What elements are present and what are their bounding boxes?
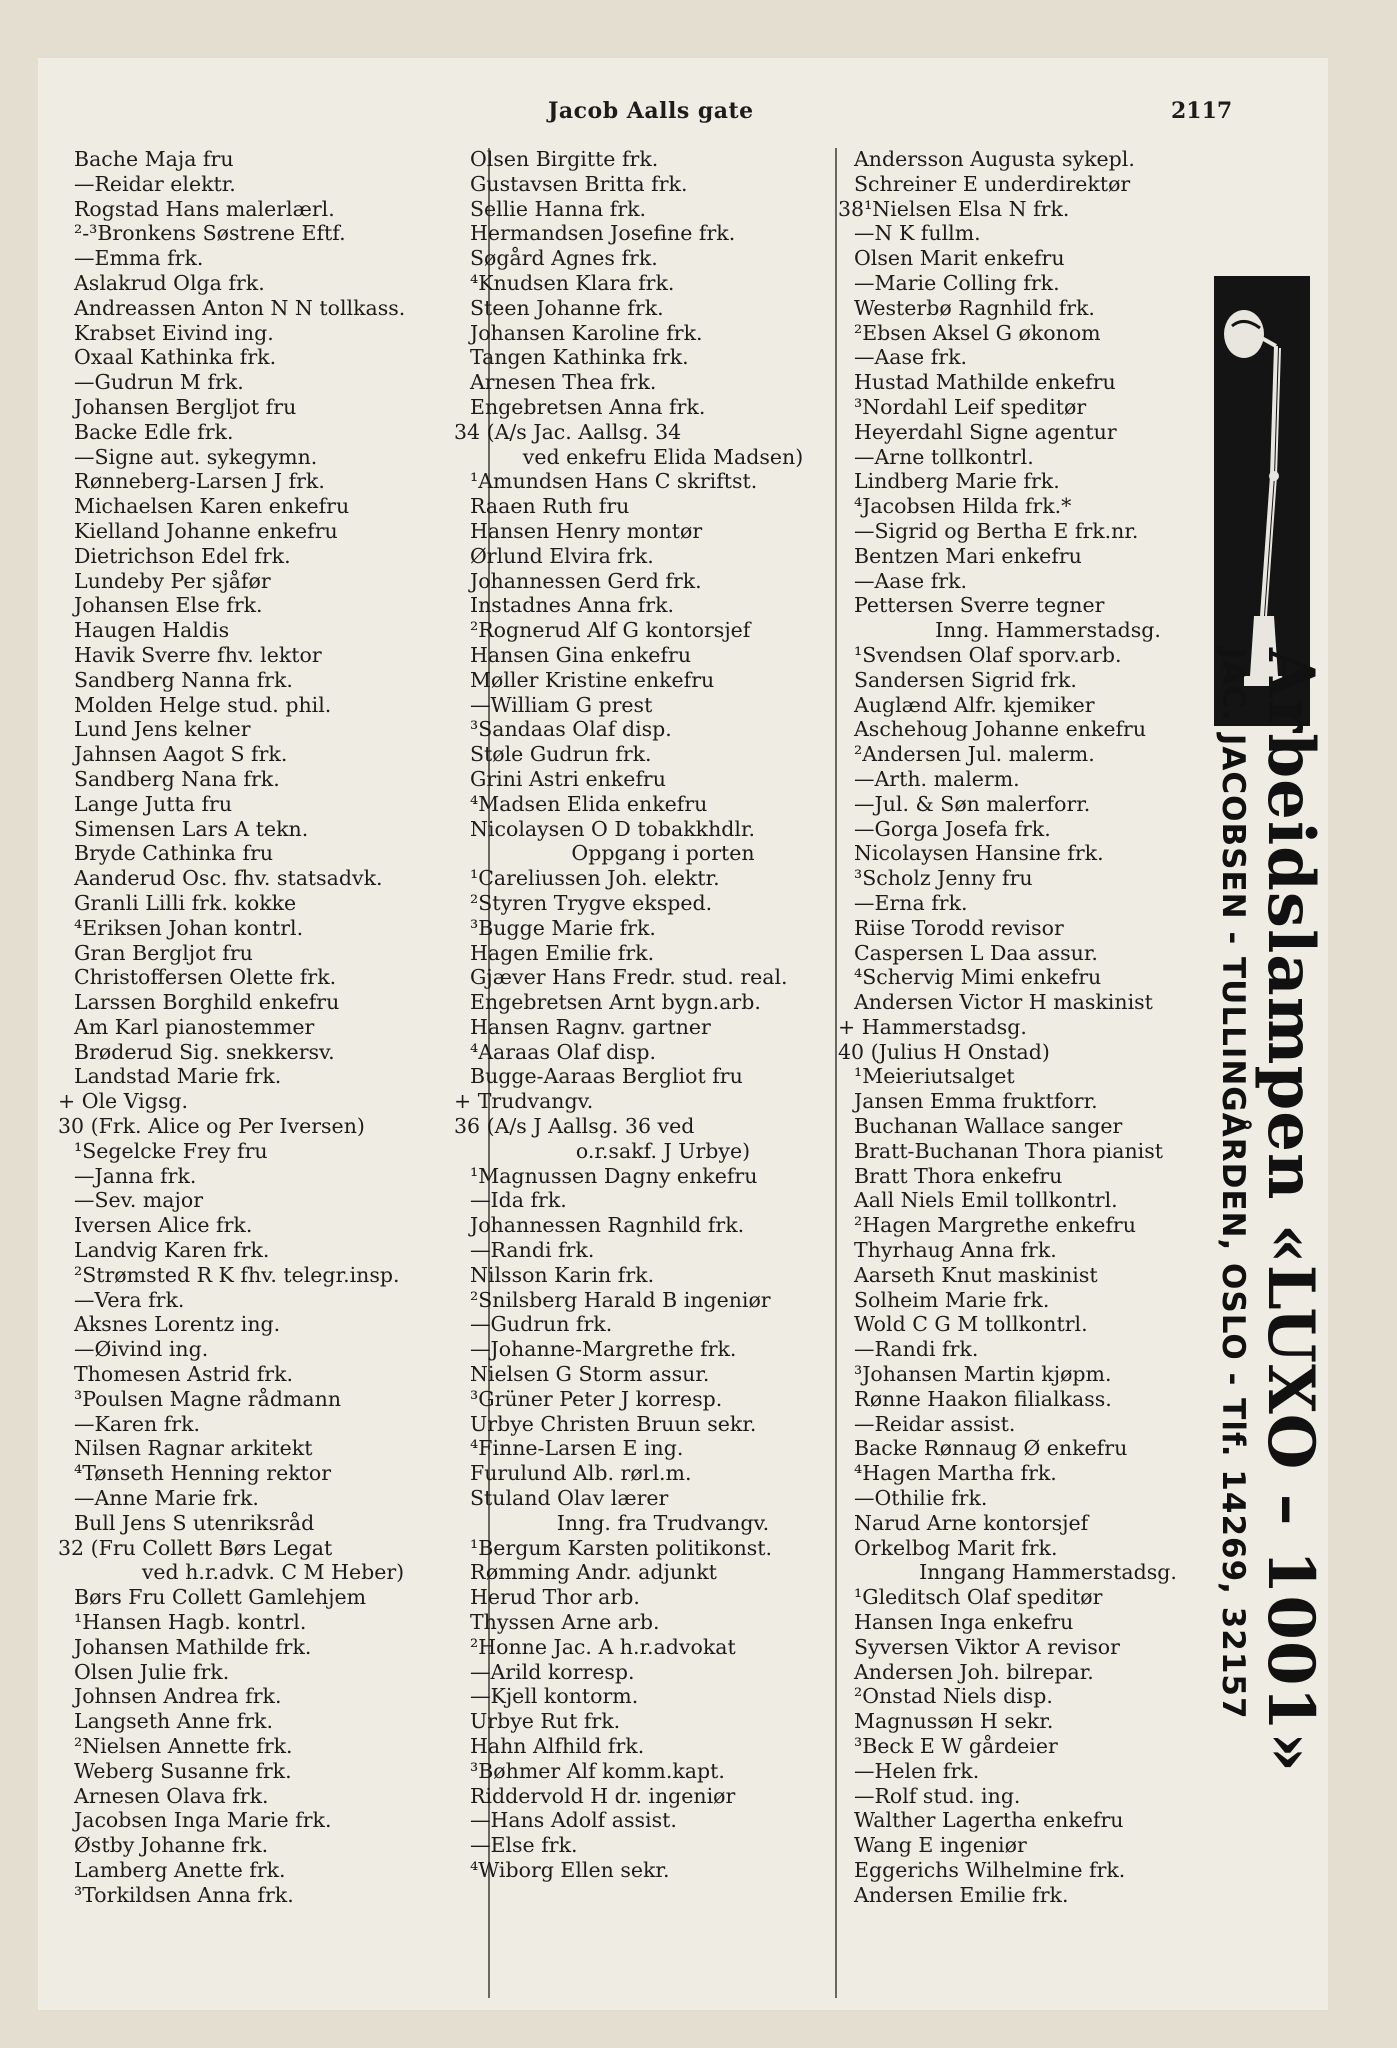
directory-entry: Wang E ingeniør <box>854 1833 1027 1858</box>
directory-entry: Solheim Marie frk. <box>854 1287 1050 1312</box>
directory-column-3 <box>838 147 1258 1908</box>
directory-entry: Eggerichs Wilhelmine frk. <box>854 1857 1126 1882</box>
directory-entry: —Reidar assist. <box>854 1411 1016 1436</box>
directory-entry: ⁴Hagen Martha frk. <box>854 1461 1057 1486</box>
directory-entry: ved enkefru Elida Madsen) <box>522 444 804 469</box>
directory-entry: Furulund Alb. rørl.m. <box>470 1461 692 1486</box>
directory-entry: ³Bøhmer Alf komm.kapt. <box>470 1758 725 1783</box>
directory-entry: Molden Helge stud. phil. <box>74 692 332 717</box>
directory-entry: Rogstad Hans malerlærl. <box>74 196 335 221</box>
directory-entry: —Jul. & Søn malerforr. <box>854 791 1091 816</box>
directory-entry: Dietrichson Edel frk. <box>74 543 291 568</box>
directory-entry: ⁴Tønseth Henning rektor <box>74 1461 332 1486</box>
directory-entry: —N K fullm. <box>854 221 981 246</box>
lamp-advertisement-text <box>1197 648 1328 1773</box>
directory-page <box>38 58 1328 2010</box>
directory-entry: Gustavsen Britta frk. <box>470 171 688 196</box>
directory-entry: Østby Johanne frk. <box>74 1833 269 1858</box>
directory-entry: —Rolf stud. ing. <box>854 1783 1021 1808</box>
directory-entry: Narud Arne kontorsjef <box>854 1510 1089 1535</box>
directory-entry: ³Poulsen Magne rådmann <box>74 1386 342 1411</box>
directory-entry: ²Nielsen Annette frk. <box>74 1734 293 1758</box>
directory-entry: ²Rognerud Alf G kontorsjef <box>470 618 751 643</box>
directory-entry: ¹Segelcke Frey fru <box>74 1138 268 1163</box>
directory-entry: Backe Edle frk. <box>74 419 234 444</box>
directory-entry: Andersen Joh. bilrepar. <box>854 1659 1094 1684</box>
directory-entry: Børs Fru Collett Gamlehjem <box>74 1585 367 1610</box>
directory-entry: Brøderud Sig. snekkersv. <box>74 1039 335 1064</box>
page-number: 2117 <box>1171 98 1233 124</box>
directory-entry: Wold C G M tollkontrl. <box>854 1312 1088 1337</box>
directory-entry: Hansen Inga enkefru <box>854 1610 1074 1635</box>
directory-entry: ¹Careliussen Joh. elektr. <box>470 866 720 891</box>
directory-entry: Hustad Mathilde enkefru <box>854 370 1116 395</box>
directory-entry: ⁴Wiborg Ellen sekr. <box>470 1857 670 1882</box>
directory-entry: Andreassen Anton N N tollkass. <box>74 295 406 320</box>
directory-entry: ²Styren Trygve eksped. <box>470 890 713 915</box>
directory-entry: —Gorga Josefa frk. <box>854 816 1051 841</box>
directory-entry: Orkelbog Marit frk. <box>854 1535 1058 1560</box>
directory-entry: Arnesen Olava frk. <box>74 1783 269 1808</box>
directory-entry: Bratt Thora enkefru <box>854 1163 1063 1188</box>
directory-entry: Andersen Victor H maskinist <box>854 990 1153 1015</box>
directory-entry: 30 (Frk. Alice og Per Iversen) <box>58 1114 365 1139</box>
directory-entry: Hahn Alfhild frk. <box>470 1734 645 1758</box>
directory-entry: Auglænd Alfr. kjemiker <box>854 692 1095 717</box>
directory-entry: Olsen Marit enkefru <box>854 246 1065 271</box>
directory-entry: 40 (Julius H Onstad) <box>838 1039 1050 1064</box>
directory-entry: —Janna frk. <box>74 1163 197 1188</box>
directory-entry: Andersson Augusta sykepl. <box>854 147 1135 171</box>
directory-entry: —William G prest <box>470 692 653 717</box>
directory-entry: Olsen Julie frk. <box>74 1659 230 1684</box>
directory-entry: Steen Johanne frk. <box>470 295 664 320</box>
directory-entry: Hagen Emilie frk. <box>470 940 655 965</box>
directory-entry: ¹Svendsen Olaf sporv.arb. <box>854 642 1122 667</box>
directory-entry: —Reidar elektr. <box>74 171 236 196</box>
directory-entry: —Gudrun M frk. <box>74 370 244 395</box>
directory-entry: Aanderud Osc. fhv. statsadvk. <box>74 866 383 891</box>
directory-entry: ²-³Bronkens Søstrene Eftf. <box>74 221 346 246</box>
directory-entry: —Ida frk. <box>470 1188 567 1213</box>
directory-entry: ¹Magnussen Dagny enkefru <box>470 1163 758 1188</box>
directory-entry: —Erna frk. <box>854 890 968 915</box>
directory-entry: Johansen Bergljot fru <box>74 394 297 419</box>
directory-entry: Urbye Christen Bruun sekr. <box>470 1411 757 1436</box>
directory-entry: —Aase frk. <box>854 568 968 593</box>
directory-entry: ²Andersen Jul. malerm. <box>854 742 1095 767</box>
directory-entry: Jansen Emma fruktforr. <box>854 1089 1098 1114</box>
directory-entry: o.r.sakf. J Urbye) <box>575 1138 751 1163</box>
directory-entry: —Else frk. <box>470 1833 578 1858</box>
directory-entry: —Johanne-Margrethe frk. <box>470 1337 737 1362</box>
directory-entry: Instadnes Anna frk. <box>470 593 675 618</box>
directory-entry: Johannessen Gerd frk. <box>470 568 702 593</box>
directory-entry: —Øivind ing. <box>74 1337 209 1362</box>
directory-entry: —Arth. malerm. <box>854 766 1020 791</box>
directory-entry: Riddervold H dr. ingeniør <box>470 1783 736 1808</box>
directory-entry: ⁴Knudsen Klara frk. <box>470 270 675 295</box>
directory-entry: ¹Bergum Karsten politikonst. <box>470 1535 773 1560</box>
directory-entry: ³Johansen Martin kjøpm. <box>854 1362 1112 1387</box>
directory-entry: Aschehoug Johanne enkefru <box>854 717 1147 742</box>
directory-entry: Andersen Emilie frk. <box>854 1882 1069 1907</box>
directory-entry: Krabset Eivind ing. <box>74 320 274 345</box>
directory-entry: Støle Gudrun frk. <box>470 742 652 767</box>
directory-entry: Johansen Else frk. <box>74 593 263 618</box>
directory-entry: ³Scholz Jenny fru <box>854 866 1033 891</box>
ad-title: Arbeidslampen «LUXO – 1001» <box>1253 648 1328 1773</box>
directory-entry: 32 (Fru Collett Børs Legat <box>58 1535 333 1560</box>
directory-entry: 36 (A/s J Aallsg. 36 ved <box>454 1114 695 1139</box>
directory-entry: Langseth Anne frk. <box>74 1709 273 1734</box>
directory-column-2 <box>454 147 872 1883</box>
directory-entry: ¹Amundsen Hans C skriftst. <box>470 469 758 494</box>
directory-entry: ²Ebsen Aksel G økonom <box>854 320 1101 345</box>
directory-entry: Rønne Haakon filialkass. <box>854 1386 1112 1411</box>
directory-entry: Granli Lilli frk. kokke <box>74 890 297 915</box>
directory-entry: + Ole Vigsg. <box>58 1089 188 1114</box>
directory-column-1 <box>58 147 488 1908</box>
directory-entry: Oxaal Kathinka frk. <box>74 345 277 370</box>
directory-entry: ³Beck E W gårdeier <box>854 1734 1058 1758</box>
directory-entry: Caspersen L Daa assur. <box>854 940 1098 965</box>
directory-entry: Lindberg Marie frk. <box>854 469 1060 494</box>
directory-entry: ¹Hansen Hagb. kontrl. <box>74 1610 307 1635</box>
directory-entry: Nicolaysen O D tobakkhdlr. <box>470 816 756 841</box>
directory-entry: ved h.r.advk. C M Heber) <box>141 1560 405 1585</box>
directory-entry: ⁴Schervig Mimi enkefru <box>854 965 1102 990</box>
directory-entry: —Emma frk. <box>74 246 204 271</box>
page-header-street: Jacob Aalls gate <box>548 98 754 124</box>
directory-entry: Søgård Agnes frk. <box>470 246 658 271</box>
directory-entry: ⁴Finne-Larsen E ing. <box>470 1436 684 1461</box>
directory-entry: Herud Thor arb. <box>470 1585 640 1610</box>
directory-entry: ²Honne Jac. A h.r.advokat <box>470 1634 736 1659</box>
directory-entry: Sandberg Nana frk. <box>74 766 280 791</box>
directory-entry: ³Nordahl Leif speditør <box>854 394 1087 419</box>
directory-entry: Møller Kristine enkefru <box>470 667 715 692</box>
directory-entry: Lamberg Anette frk. <box>74 1857 286 1882</box>
directory-entry: Jahnsen Aagot S frk. <box>74 742 288 767</box>
directory-entry: ²Onstad Niels disp. <box>854 1684 1053 1709</box>
directory-entry: Syversen Viktor A revisor <box>854 1634 1120 1659</box>
directory-entry: Bentzen Mari enkefru <box>854 543 1082 568</box>
directory-entry: Tangen Kathinka frk. <box>470 345 689 370</box>
directory-entry: Johansen Karoline frk. <box>470 320 703 345</box>
directory-entry: Nilsen Ragnar arkitekt <box>74 1436 313 1461</box>
directory-entry: + Trudvangv. <box>454 1089 594 1114</box>
directory-entry: 34 (A/s Jac. Aallsg. 34 <box>454 419 682 444</box>
directory-entry: Johansen Mathilde frk. <box>74 1634 312 1659</box>
directory-entry: —Karen frk. <box>74 1411 201 1436</box>
column-divider <box>835 148 837 1998</box>
directory-entry: —Gudrun frk. <box>470 1312 613 1337</box>
ad-subtitle: JAC. JACOBSEN - TULLINGÅRDEN, OSLO - Tlf. 14269, 32157 <box>1215 648 1251 1720</box>
directory-entry: Thyrhaug Anna frk. <box>854 1238 1057 1263</box>
directory-entry: —Hans Adolf assist. <box>470 1808 677 1833</box>
directory-entry: —Marie Colling frk. <box>854 270 1060 295</box>
directory-entry: Oppgang i porten <box>571 841 755 866</box>
directory-entry: Aall Niels Emil tollkontrl. <box>854 1188 1118 1213</box>
directory-entry: —Anne Marie frk. <box>74 1486 259 1511</box>
directory-entry: Sandberg Nanna frk. <box>74 667 293 692</box>
directory-entry: —Vera frk. <box>74 1287 185 1312</box>
directory-entry: Kielland Johanne enkefru <box>74 518 338 543</box>
directory-entry: Thomesen Astrid frk. <box>74 1362 294 1387</box>
directory-entry: Jacobsen Inga Marie frk. <box>74 1808 332 1833</box>
directory-entry: Aksnes Lorentz ing. <box>74 1312 281 1337</box>
directory-entry: Inng. fra Trudvangv. <box>556 1510 770 1535</box>
directory-entry: Haugen Haldis <box>74 618 230 643</box>
directory-entry: —Signe aut. sykegymn. <box>74 444 318 469</box>
directory-entry: Olsen Birgitte frk. <box>470 147 659 171</box>
directory-entry: —Randi frk. <box>854 1337 979 1362</box>
directory-entry: Hansen Henry montør <box>470 518 703 543</box>
directory-entry: Weberg Susanne frk. <box>74 1758 292 1783</box>
directory-entry: —Helen frk. <box>854 1758 980 1783</box>
directory-entry: ³Sandaas Olaf disp. <box>470 717 672 742</box>
directory-entry: Inngang Hammerstadsg. <box>919 1560 1177 1585</box>
directory-entry: Bache Maja fru <box>74 147 234 171</box>
directory-entry: ⁴Aaraas Olaf disp. <box>470 1039 657 1064</box>
directory-entry: Arnesen Thea frk. <box>470 370 657 395</box>
directory-entry: Landvig Karen frk. <box>74 1238 270 1263</box>
directory-entry: Backe Rønnaug Ø enkefru <box>854 1436 1128 1461</box>
directory-entry: Raaen Ruth fru <box>470 494 630 519</box>
directory-entry: Hansen Ragnv. gartner <box>470 1014 711 1039</box>
directory-entry: Schreiner E underdirektør <box>854 171 1131 196</box>
directory-entry: Riise Torodd revisor <box>854 915 1064 940</box>
directory-entry: Christoffersen Olette frk. <box>74 965 337 990</box>
directory-entry: ⁴Madsen Elida enkefru <box>470 791 708 816</box>
directory-entry: ²Hagen Margrethe enkefru <box>854 1213 1136 1238</box>
directory-entry: —Othilie frk. <box>854 1486 988 1511</box>
directory-entry: —Sigrid og Bertha E frk.nr. <box>854 518 1139 543</box>
directory-entry: Larssen Borghild enkefru <box>74 990 340 1015</box>
directory-entry: Engebretsen Arnt bygn.arb. <box>470 990 761 1015</box>
directory-entry: 38¹Nielsen Elsa N frk. <box>838 196 1070 221</box>
directory-entry: Bull Jens S utenriksråd <box>74 1510 315 1535</box>
directory-entry: Bryde Cathinka fru <box>74 841 274 866</box>
directory-entry: Simensen Lars A tekn. <box>74 816 309 841</box>
directory-entry: —Sev. major <box>74 1188 204 1213</box>
directory-entry: Hermandsen Josefine frk. <box>470 221 736 246</box>
directory-entry: ⁴Eriksen Johan kontrl. <box>74 915 304 940</box>
directory-entry: ²Snilsberg Harald B ingeniør <box>470 1287 771 1312</box>
directory-entry: Pettersen Sverre tegner <box>854 593 1105 618</box>
directory-entry: Thyssen Arne arb. <box>470 1610 660 1635</box>
directory-entry: Michaelsen Karen enkefru <box>74 494 350 519</box>
directory-entry: Bratt-Buchanan Thora pianist <box>854 1138 1163 1163</box>
directory-entry: —Kjell kontorm. <box>470 1684 639 1709</box>
directory-entry: —Arild korresp. <box>470 1659 635 1684</box>
directory-entry: Hansen Gina enkefru <box>470 642 692 667</box>
directory-entry: Buchanan Wallace sanger <box>854 1114 1123 1139</box>
directory-entry: ³Torkildsen Anna frk. <box>74 1882 294 1907</box>
directory-entry: Gran Bergljot fru <box>74 940 253 965</box>
directory-entry: Bugge-Aaraas Bergliot fru <box>470 1064 743 1089</box>
directory-entry: ⁴Jacobsen Hilda frk.* <box>854 494 1072 519</box>
directory-entry: Nicolaysen Hansine frk. <box>854 841 1104 866</box>
directory-entry: Havik Sverre fhv. lektor <box>74 642 322 667</box>
directory-entry: Stuland Olav lærer <box>470 1486 669 1511</box>
directory-entry: Heyerdahl Signe agentur <box>854 419 1117 444</box>
directory-entry: ¹Gleditsch Olaf speditør <box>854 1585 1103 1610</box>
directory-entry: Sellie Hanna frk. <box>470 196 647 221</box>
directory-entry: Grini Astri enkefru <box>470 766 666 791</box>
directory-entry: Nilsson Karin frk. <box>470 1262 655 1287</box>
directory-entry: Lund Jens kelner <box>74 717 251 742</box>
directory-entry: Magnussøn H sekr. <box>854 1709 1054 1734</box>
directory-entry: Gjæver Hans Fredr. stud. real. <box>470 965 788 990</box>
directory-entry: ³Grüner Peter J korresp. <box>470 1386 723 1411</box>
directory-entry: Lange Jutta fru <box>74 791 233 816</box>
directory-entry: Lundeby Per sjåfør <box>74 568 271 593</box>
directory-entry: Am Karl pianostemmer <box>74 1014 315 1039</box>
directory-entry: Sandersen Sigrid frk. <box>854 667 1077 692</box>
directory-entry: Walther Lagertha enkefru <box>854 1808 1124 1833</box>
directory-entry: Johnsen Andrea frk. <box>74 1684 282 1709</box>
directory-entry: —Aase frk. <box>854 345 968 370</box>
directory-entry: Aarseth Knut maskinist <box>854 1262 1098 1287</box>
directory-entry: Engebretsen Anna frk. <box>470 394 706 419</box>
directory-entry: Rømming Andr. adjunkt <box>470 1560 717 1585</box>
directory-entry: ²Strømsted R K fhv. telegr.insp. <box>74 1262 400 1287</box>
directory-entry: Landstad Marie frk. <box>74 1064 282 1089</box>
directory-entry: Inng. Hammerstadsg. <box>935 618 1161 643</box>
directory-entry: ³Bugge Marie frk. <box>470 915 656 940</box>
directory-entry: Nielsen G Storm assur. <box>470 1362 710 1387</box>
directory-entry: Aslakrud Olga frk. <box>74 270 265 295</box>
directory-entry: Johannessen Ragnhild frk. <box>470 1213 745 1238</box>
directory-entry: —Arne tollkontrl. <box>854 444 1034 469</box>
directory-entry: —Randi frk. <box>470 1238 595 1263</box>
directory-entry: Iversen Alice frk. <box>74 1213 253 1238</box>
directory-entry: Rønneberg-Larsen J frk. <box>74 469 325 494</box>
directory-entry: Westerbø Ragnhild frk. <box>854 295 1095 320</box>
directory-entry: ¹Meieriutsalget <box>854 1064 1015 1089</box>
directory-entry: + Hammerstadsg. <box>838 1014 1027 1039</box>
directory-entry: Ørlund Elvira frk. <box>470 543 654 568</box>
directory-entry: Urbye Rut frk. <box>470 1709 621 1734</box>
